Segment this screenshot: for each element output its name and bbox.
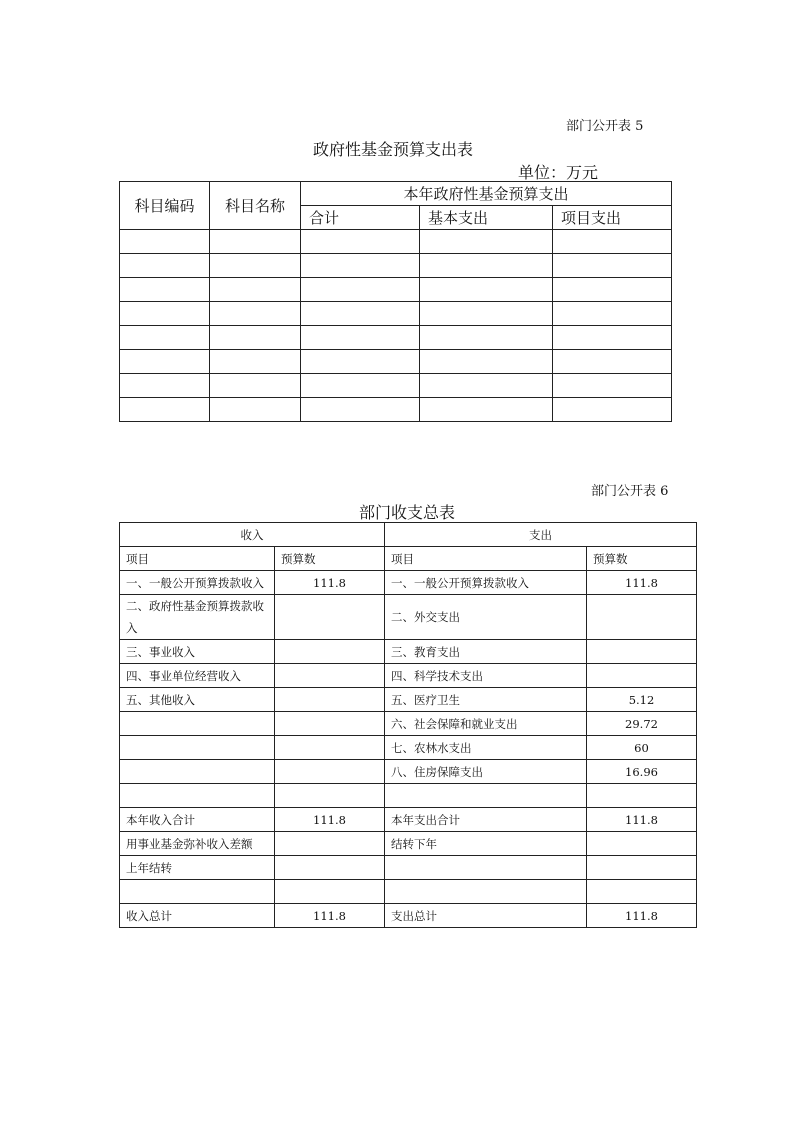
expense-item: 支出总计 (385, 904, 587, 928)
expense-amount (587, 595, 697, 640)
expense-item: 结转下年 (385, 832, 587, 856)
table-row (120, 374, 672, 398)
expense-amount (587, 640, 697, 664)
expense-amount: 111.8 (587, 571, 697, 595)
header-income: 收入 (120, 523, 385, 547)
expense-item: 七、农林水支出 (385, 736, 587, 760)
table5-title: 政府性基金预算支出表 (313, 140, 474, 159)
income-item (120, 736, 275, 760)
header-item-expense: 项目 (385, 547, 587, 571)
header-item: 项目 (120, 547, 275, 571)
expense-amount: 5.12 (587, 688, 697, 712)
income-item (120, 760, 275, 784)
income-amount (275, 712, 385, 736)
table5-label: 部门公开表 5 (566, 119, 644, 134)
income-amount (275, 856, 385, 880)
expense-item: 本年支出合计 (385, 808, 587, 832)
header-basic-expenditure: 基本支出 (420, 206, 553, 230)
income-item (120, 712, 275, 736)
table-row (120, 760, 697, 784)
income-item: 本年收入合计 (120, 808, 275, 832)
expense-item (385, 880, 587, 904)
table6-title: 部门收支总表 (359, 503, 456, 522)
income-amount: 111.8 (275, 904, 385, 928)
expense-item: 六、社会保障和就业支出 (385, 712, 587, 736)
income-item: 一、一般公开预算拨款收入 (120, 571, 275, 595)
income-item: 二、政府性基金预算拨款收入 (120, 595, 275, 640)
table6-label: 部门公开表 6 (591, 484, 669, 499)
income-amount (275, 664, 385, 688)
income-amount: 111.8 (275, 808, 385, 832)
income-item (120, 784, 275, 808)
expense-item (385, 784, 587, 808)
table-row (120, 856, 697, 880)
header-subject-name: 科目名称 (210, 182, 301, 230)
expense-amount (587, 784, 697, 808)
expense-amount: 111.8 (587, 904, 697, 928)
income-amount (275, 688, 385, 712)
header-budget-expense: 预算数 (587, 547, 697, 571)
income-amount (275, 760, 385, 784)
table-row (120, 595, 697, 640)
expense-item: 四、科学技术支出 (385, 664, 587, 688)
income-item (120, 880, 275, 904)
table-row (120, 254, 672, 278)
table-row (120, 808, 697, 832)
table-row (120, 832, 697, 856)
table-row (120, 302, 672, 326)
expense-amount (587, 832, 697, 856)
table-row (120, 278, 672, 302)
income-item: 上年结转 (120, 856, 275, 880)
expense-amount: 60 (587, 736, 697, 760)
header-subject-code: 科目编码 (120, 182, 210, 230)
table-row (120, 398, 672, 422)
table-row (120, 712, 697, 736)
header-total: 合计 (301, 206, 420, 230)
expense-amount: 29.72 (587, 712, 697, 736)
table-row (120, 784, 697, 808)
government-fund-expenditure-table (119, 181, 672, 422)
table-row (120, 736, 697, 760)
expense-amount (587, 856, 697, 880)
header-budget: 预算数 (275, 547, 385, 571)
expense-amount: 16.96 (587, 760, 697, 784)
expense-item (385, 856, 587, 880)
expense-item: 二、外交支出 (385, 595, 587, 640)
expense-item: 一、一般公开预算拨款收入 (385, 571, 587, 595)
table-row (120, 350, 672, 374)
income-amount (275, 880, 385, 904)
table-row (120, 688, 697, 712)
expense-item: 五、医疗卫生 (385, 688, 587, 712)
expense-item: 八、住房保障支出 (385, 760, 587, 784)
table-row (120, 326, 672, 350)
header-project-expenditure: 项目支出 (553, 206, 672, 230)
income-item: 收入总计 (120, 904, 275, 928)
income-item: 用事业基金弥补收入差额 (120, 832, 275, 856)
table-row (120, 904, 697, 928)
income-amount (275, 640, 385, 664)
header-expense: 支出 (385, 523, 697, 547)
header-annual-fund-expenditure: 本年政府性基金预算支出 (301, 182, 672, 206)
expense-amount (587, 880, 697, 904)
table-row (120, 230, 672, 254)
table-row (120, 880, 697, 904)
table-row (120, 640, 697, 664)
expense-amount (587, 664, 697, 688)
expense-amount: 111.8 (587, 808, 697, 832)
income-expenditure-summary-table (119, 522, 697, 928)
expense-item: 三、教育支出 (385, 640, 587, 664)
income-amount (275, 784, 385, 808)
income-item: 三、事业收入 (120, 640, 275, 664)
income-amount (275, 595, 385, 640)
income-item: 四、事业单位经营收入 (120, 664, 275, 688)
income-amount (275, 736, 385, 760)
income-item: 五、其他收入 (120, 688, 275, 712)
income-amount: 111.8 (275, 571, 385, 595)
table-row (120, 571, 697, 595)
table-row (120, 664, 697, 688)
table5-unit: 单位：万元 (518, 163, 599, 182)
income-amount (275, 832, 385, 856)
